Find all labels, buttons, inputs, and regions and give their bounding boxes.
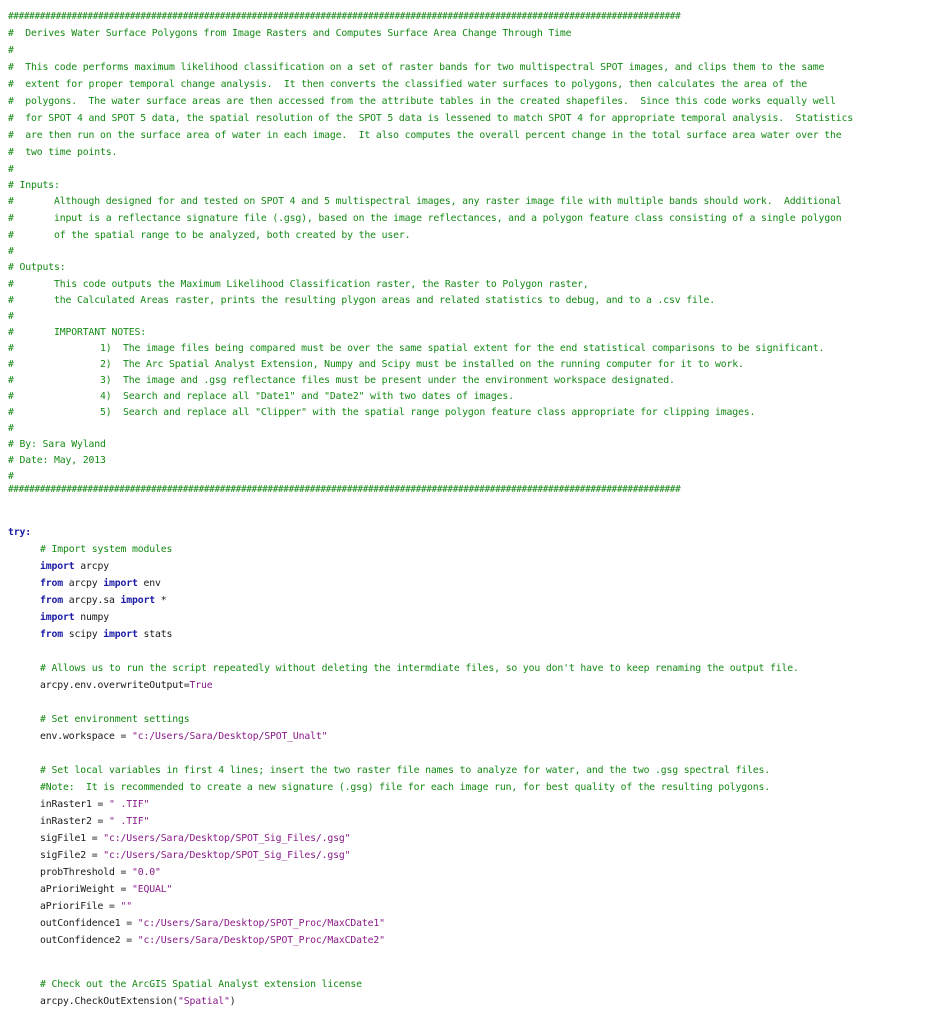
code-line-variable (40, 898, 132, 915)
comment-line: # of the spatial range to be analyzed, both created by the user. (8, 230, 411, 241)
code-line-variable (40, 932, 385, 949)
keyword: from (40, 595, 63, 606)
code-text: stats (137, 629, 173, 640)
comment-line: # 3) The image and .gsg reflectance files must be present under the environment workspace designated. (8, 375, 675, 386)
code-text: aPrioriWeight = (40, 884, 132, 895)
comment-line: # 4) Search and replace all "Date1" and "Date2" with two dates of images. (8, 391, 514, 402)
comment-line: # (8, 311, 14, 322)
keyword: import (103, 578, 138, 589)
comment-line: # (8, 164, 14, 175)
code-line-variable (40, 796, 149, 813)
comment-line: # This code outputs the Maximum Likelihood Classification raster, the Raster to Polygon raster, (8, 279, 589, 290)
comment-line: # the Calculated Areas raster, prints the resulting plygon areas and related statistics to debug, and to a .csv file. (8, 295, 716, 306)
comment-line: # By: Sara Wyland (8, 439, 106, 450)
code-text: arcpy (74, 561, 109, 572)
code-comment: # Set environment settings (40, 714, 190, 725)
code-line-variable (40, 830, 350, 847)
code-line-import (40, 609, 109, 626)
code-line-import (40, 575, 161, 592)
comment-line: # Date: May, 2013 (8, 455, 106, 466)
code-text: sigFile2 = (40, 850, 104, 861)
comment-line: # (8, 246, 14, 257)
code-string: " .TIF" (108, 816, 150, 827)
comment-line: # two time points. (8, 147, 118, 158)
code-string: "c:/Users/Sara/Desktop/SPOT_Proc/MaxCDate2" (137, 935, 385, 946)
keyword: try: (8, 527, 31, 538)
code-line-overwrite (40, 677, 212, 694)
comment-line: # polygons. The water surface areas are then accessed from the attribute tables in the created shapefiles. Since this code works equally well (8, 96, 836, 107)
code-comment: # Set local variables in first 4 lines; insert the two raster file names to analyze for water, and the two .gsg spectral files. (40, 765, 771, 776)
comment-line: # Derives Water Surface Polygons from Image Rasters and Computes Surface Area Change Through Time (8, 28, 572, 39)
code-text: env.workspace = (40, 731, 132, 742)
comment-hash-bar-bottom: ############################################################################################################################### (8, 484, 681, 495)
code-line-import (40, 592, 166, 609)
comment-line: # (8, 423, 14, 434)
comment-line: # This code performs maximum likelihood classification on a set of raster bands for two multispectral SPOT images, and clips them to the same (8, 62, 825, 73)
code-text: inRaster1 = (40, 799, 109, 810)
code-comment: #Note: It is recommended to create a new signature (.gsg) file for each image run, for best quality of the resulting polygons. (40, 782, 771, 793)
comment-line: # Inputs: (8, 180, 60, 191)
code-comment: # Allows us to run the script repeatedly without deleting the intermdiate files, so you don't have to keep renaming the output file. (40, 663, 799, 674)
code-line-try (8, 524, 31, 541)
code-string: "0.0" (131, 867, 161, 878)
code-text: aPrioriFile = (40, 901, 121, 912)
code-string: "c:/Users/Sara/Desktop/SPOT_Proc/MaxCDate1" (137, 918, 385, 929)
code-string: "c:/Users/Sara/Desktop/SPOT_Sig_Files/.gsg" (103, 833, 351, 844)
keyword: import (40, 561, 75, 572)
code-text: ) (229, 996, 236, 1007)
code-line-checkout (40, 993, 235, 1010)
code-line-import (40, 558, 109, 575)
code-text: arcpy (63, 578, 104, 589)
code-comment: # Check out the ArcGIS Spatial Analyst extension license (40, 979, 362, 990)
keyword: from (40, 578, 63, 589)
code-text: env (137, 578, 161, 589)
comment-line: # Outputs: (8, 262, 66, 273)
keyword: import (120, 595, 155, 606)
code-line-variable (40, 813, 149, 830)
code-text: inRaster2 = (40, 816, 109, 827)
comment-line: # (8, 45, 14, 56)
keyword: import (103, 629, 138, 640)
comment-line: # input is a reflectance signature file (.gsg), based on the image reflectances, and a polygon feature class consisting of a single polygon (8, 213, 842, 224)
keyword: from (40, 629, 63, 640)
code-line-variable (40, 881, 172, 898)
comment-line: # Although designed for and tested on SPOT 4 and 5 multispectral images, any raster image file with multiple bands should work. Additional (8, 196, 842, 207)
code-line-workspace (40, 728, 327, 745)
comment-line: # 2) The Arc Spatial Analyst Extension, Numpy and Scipy must be installed on the running computer for it to work. (8, 359, 744, 370)
code-literal: True (189, 680, 213, 691)
code-string: " .TIF" (108, 799, 150, 810)
code-line-variable (40, 915, 385, 932)
code-line-variable (40, 847, 350, 864)
code-line-variable (40, 864, 161, 881)
code-text: * (154, 595, 167, 606)
code-string: "Spatial" (177, 996, 230, 1007)
comment-line: # IMPORTANT NOTES: (8, 327, 146, 338)
comment-line: # extent for proper temporal change analysis. It then converts the classified water surfaces to polygons, then calculates the area of the (8, 79, 808, 90)
code-comment: # Import system modules (40, 544, 173, 555)
comment-hash-bar-top: ############################################################################################################################### (8, 11, 681, 22)
code-string: "c:/Users/Sara/Desktop/SPOT_Sig_Files/.gsg" (103, 850, 351, 861)
code-string: "EQUAL" (131, 884, 173, 895)
comment-line: # for SPOT 4 and SPOT 5 data, the spatial resolution of the SPOT 5 data is lessened to match SPOT 4 for appropriate temporal analysis. Statistics (8, 113, 853, 124)
code-text: outConfidence2 = (40, 935, 138, 946)
code-text: arcpy.env.overwriteOutput= (40, 680, 190, 691)
comment-line: # (8, 471, 14, 482)
comment-line: # are then run on the surface area of water in each image. It also computes the overall percent change in the total surface area water over the (8, 130, 842, 141)
code-text: sigFile1 = (40, 833, 104, 844)
code-line-import (40, 626, 172, 643)
code-text: arcpy.sa (63, 595, 121, 606)
keyword: import (40, 612, 75, 623)
code-text: scipy (63, 629, 104, 640)
code-text: probThreshold = (40, 867, 132, 878)
comment-line: # 5) Search and replace all "Clipper" with the spatial range polygon feature class appropriate for clipping images. (8, 407, 756, 418)
code-text: arcpy.CheckOutExtension( (40, 996, 178, 1007)
code-string: "" (120, 901, 132, 912)
comment-line: # 1) The image files being compared must be over the same spatial extent for the end statistical comparisons to be significant. (8, 343, 825, 354)
code-string: "c:/Users/Sara/Desktop/SPOT_Unalt" (131, 731, 328, 742)
code-text: numpy (74, 612, 109, 623)
code-text: outConfidence1 = (40, 918, 138, 929)
